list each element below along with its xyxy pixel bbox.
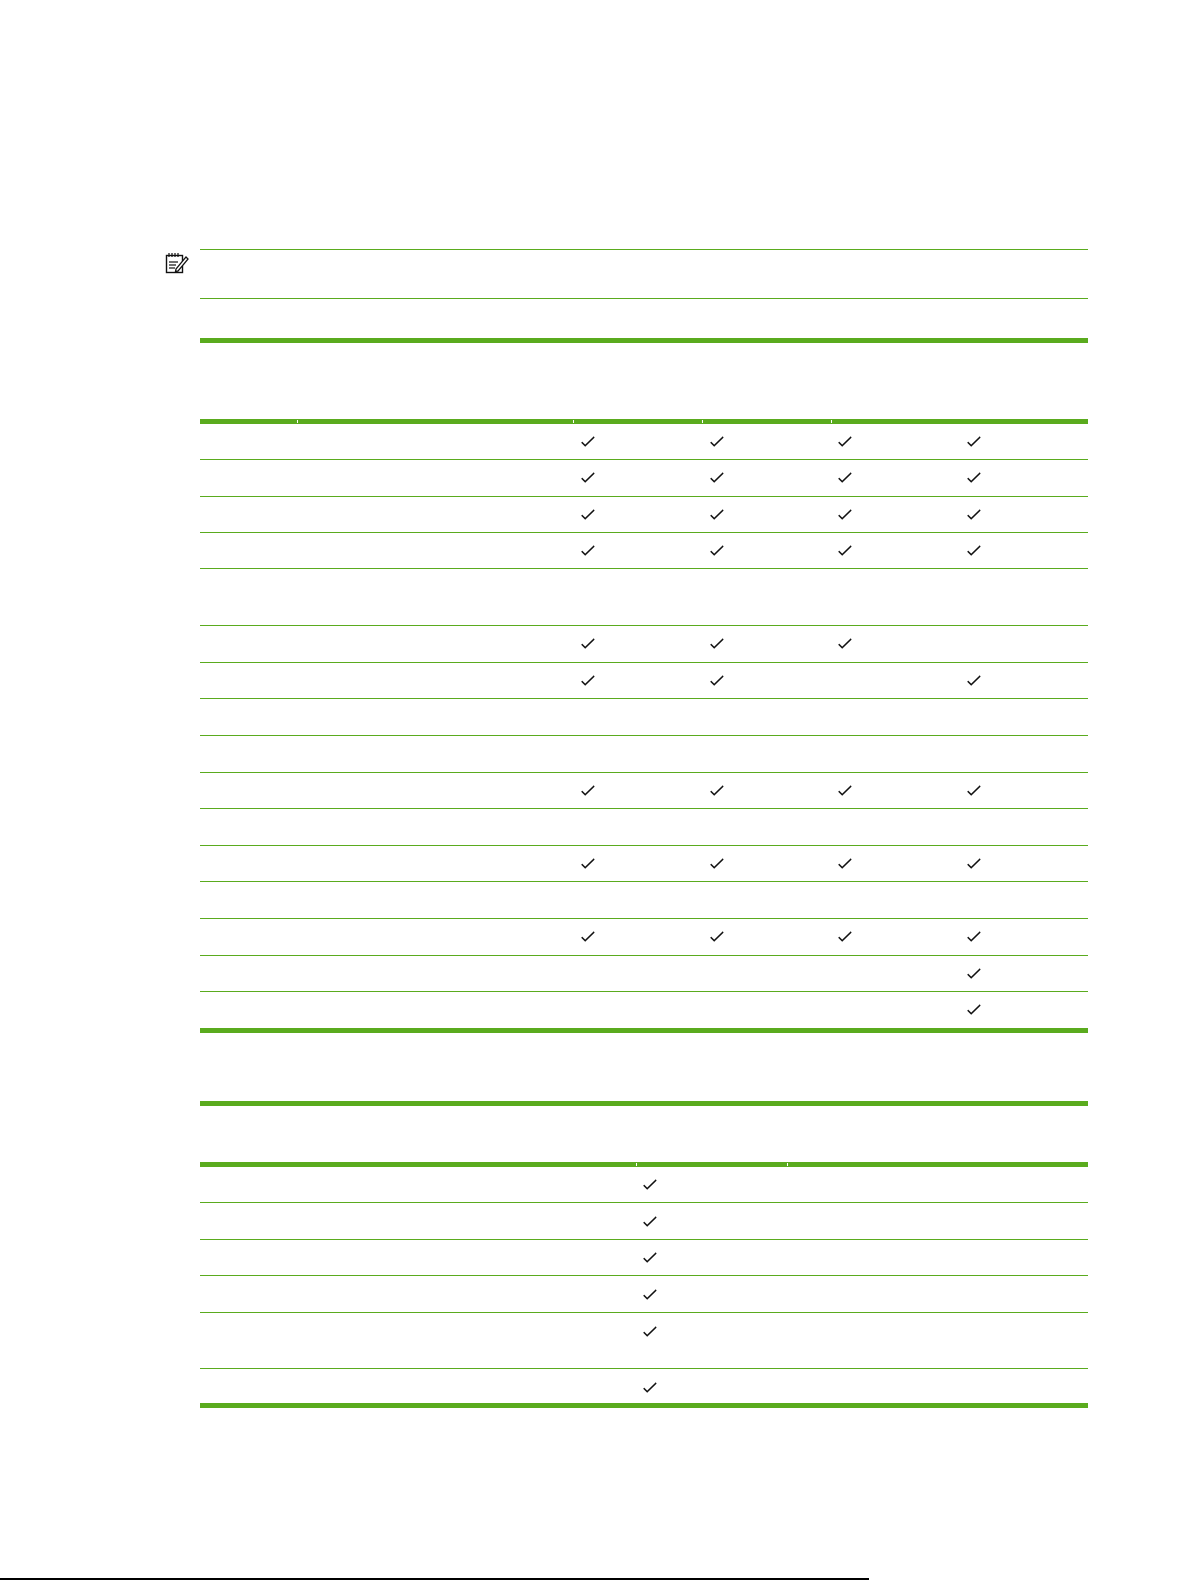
note-rule-top [200,249,1088,250]
check-icon [710,783,724,797]
check-icon [967,434,981,448]
check-icon [710,470,724,484]
table1-row-rule [200,772,1088,773]
check-icon [710,636,724,650]
table2-column-separator [636,1163,637,1166]
table1-top-rule [200,338,1088,343]
check-icon [967,966,981,980]
check-icon [643,1177,657,1191]
check-icon [581,673,595,687]
table2-row-rule [200,1275,1088,1276]
check-icon [967,507,981,521]
check-icon [581,543,595,557]
table1-row-rule [200,918,1088,919]
check-icon [581,856,595,870]
check-icon [710,673,724,687]
table1-header-rule [200,419,1088,424]
table1-bottom-rule [200,1028,1088,1033]
note-icon [165,252,189,274]
table1-row-rule [200,662,1088,663]
table1-row-rule [200,568,1088,569]
table1-column-separator [831,420,832,423]
table2-column-separator [787,1163,788,1166]
check-icon [710,929,724,943]
table1-row-rule [200,532,1088,533]
table1-row-rule [200,459,1088,460]
table1-row-rule [200,991,1088,992]
check-icon [643,1380,657,1394]
check-icon [710,434,724,448]
table1-row-rule [200,845,1088,846]
table1-row-rule [200,881,1088,882]
table1-row-rule [200,955,1088,956]
check-icon [838,929,852,943]
table2-header-rule [200,1162,1088,1167]
table2-row-rule [200,1202,1088,1203]
check-icon [710,507,724,521]
check-icon [967,673,981,687]
table2-row-rule [200,1239,1088,1240]
check-icon [967,856,981,870]
check-icon [710,856,724,870]
table1-row-rule [200,496,1088,497]
check-icon [967,543,981,557]
footer-rule [0,1578,869,1580]
check-icon [581,636,595,650]
check-icon [838,856,852,870]
check-icon [581,470,595,484]
table1-column-separator [573,420,574,423]
table2-bottom-rule [200,1403,1088,1408]
check-icon [967,929,981,943]
table2-row-rule [200,1312,1088,1313]
check-icon [581,434,595,448]
check-icon [643,1287,657,1301]
table2-row-rule [200,1368,1088,1369]
table1-column-separator [702,420,703,423]
check-icon [838,434,852,448]
check-icon [581,929,595,943]
check-icon [967,470,981,484]
check-icon [581,783,595,797]
check-icon [838,470,852,484]
table1-row-rule [200,808,1088,809]
note-rule-bottom [200,298,1088,299]
table1-row-rule [200,698,1088,699]
table2-top-rule [200,1101,1088,1106]
check-icon [643,1324,657,1338]
check-icon [581,507,595,521]
check-icon [710,543,724,557]
table1-row-rule [200,625,1088,626]
check-icon [838,636,852,650]
check-icon [967,1002,981,1016]
check-icon [838,783,852,797]
check-icon [643,1214,657,1228]
check-icon [967,783,981,797]
check-icon [643,1250,657,1264]
check-icon [838,507,852,521]
table1-row-rule [200,735,1088,736]
check-icon [838,543,852,557]
table1-column-separator [297,420,298,423]
